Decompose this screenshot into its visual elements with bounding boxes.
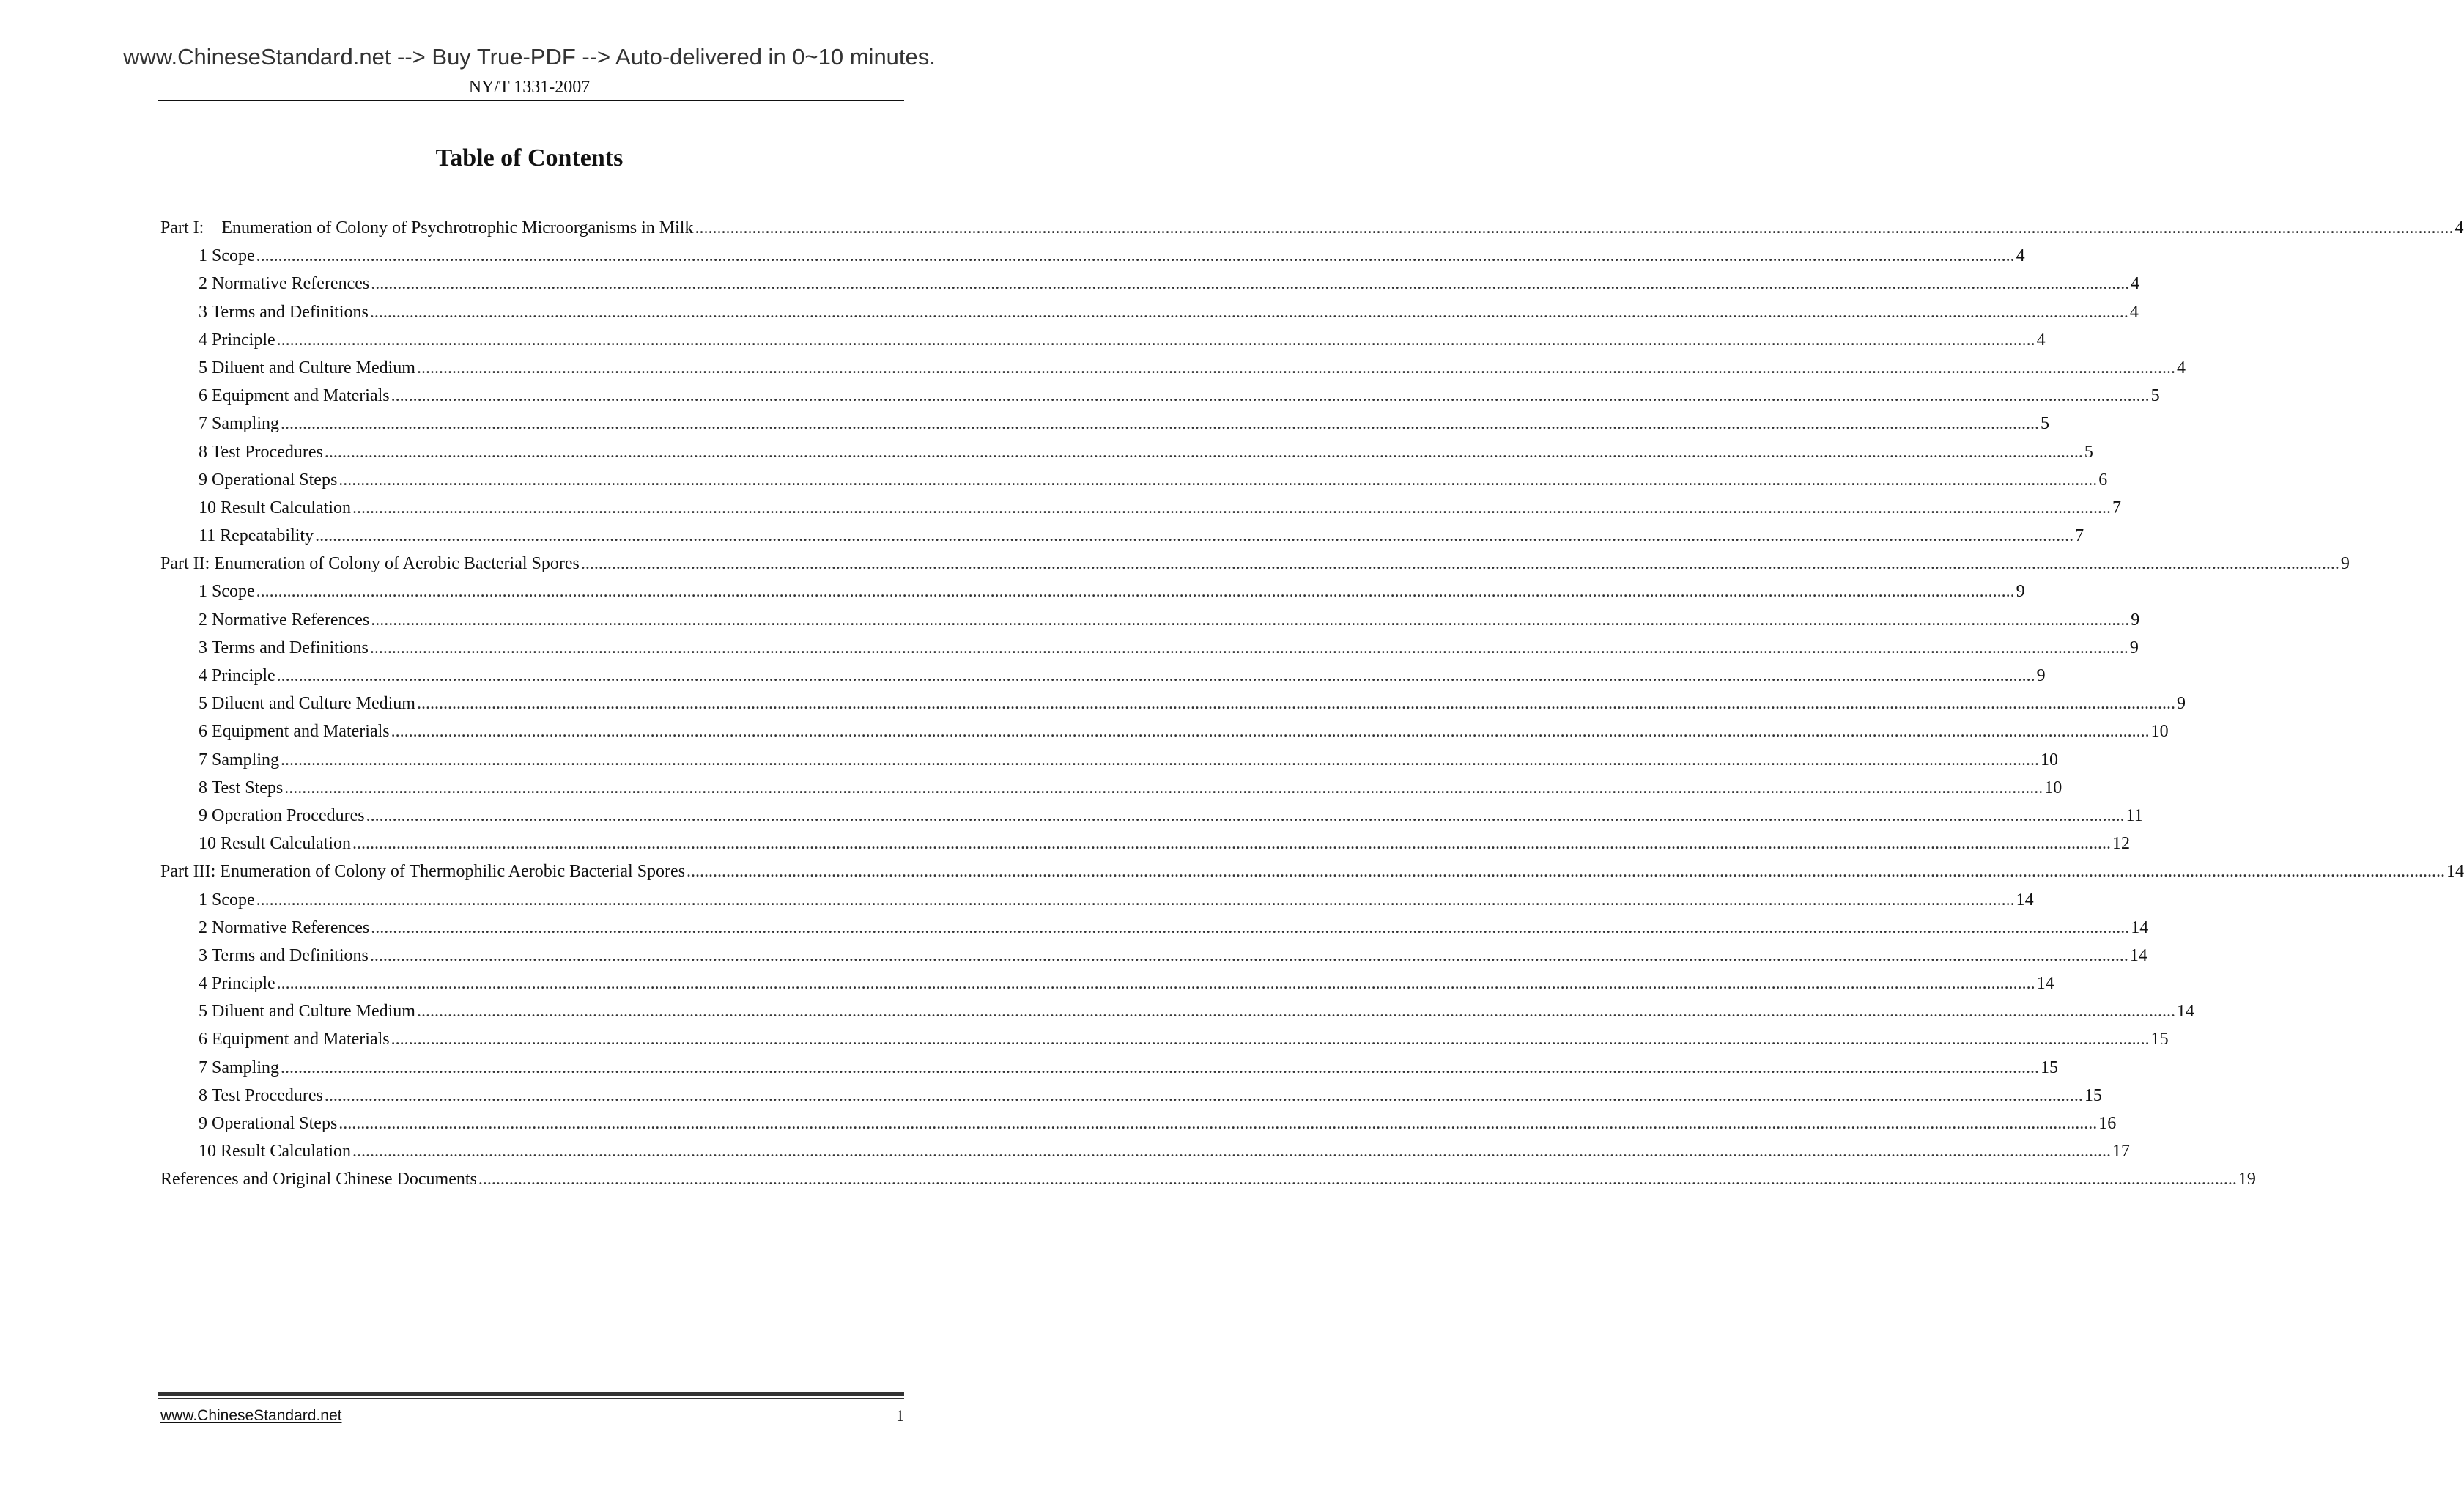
toc-entry-label: 8 Test Procedures [199,442,323,462]
toc-entry-label: 4 Principle [199,666,275,685]
footer-divider-thick [158,1392,904,1396]
toc-entry-label: 4 Principle [199,974,275,994]
toc-leader-dots: ................................................................................................................................................................................................................................................................................................................................................................................................................ [371,610,2130,630]
toc-entry[interactable] [160,522,2084,550]
toc-entry[interactable] [160,298,2139,326]
toc-entry[interactable] [160,1082,2102,1110]
toc-entry-label: 8 Test Procedures [199,1085,323,1105]
header-banner[interactable]: www.ChineseStandard.net --> Buy True-PDF --> Auto-delivered in 0~10 minutes. [123,44,936,70]
toc-entry-label: 8 Test Steps [199,778,284,797]
toc-entry-page: 12 [2112,834,2130,854]
toc-leader-dots: ................................................................................................................................................................................................................................................................................................................................................................................................................ [338,1114,2098,1133]
toc-entry-label: 1 Scope [199,582,255,602]
toc-entry-page: 7 [2112,498,2121,517]
toc-entry-page: 16 [2098,1114,2117,1133]
toc-leader-dots: ................................................................................................................................................................................................................................................................................................................................................................................................................ [281,750,2040,770]
toc-leader-dots: ................................................................................................................................................................................................................................................................................................................................................................................................................ [371,918,2130,937]
toc-entry-label: 1 Scope [199,890,255,910]
toc-entry-page: 10 [2150,722,2169,742]
toc-entry[interactable] [160,1137,2130,1165]
toc-leader-dots: ................................................................................................................................................................................................................................................................................................................................................................................................................ [369,638,2128,657]
toc-entry[interactable] [160,466,2108,494]
toc-entry-page: 14 [2036,974,2054,994]
toc-entry-page: 15 [2084,1085,2102,1105]
toc-entry-label: 5 Diluent and Culture Medium [199,358,415,377]
header-divider [158,100,904,101]
toc-entry-page: 10 [2041,750,2059,770]
toc-entry-label: 9 Operation Procedures [199,805,365,825]
toc-entry-page: 10 [2044,778,2062,797]
toc-entry-page: 4 [2131,274,2140,294]
toc-leader-dots: ................................................................................................................................................................................................................................................................................................................................................................................................................ [580,554,2339,574]
toc-entry-page: 9 [2129,638,2139,657]
toc-entry[interactable] [160,550,2350,578]
toc-leader-dots: ................................................................................................................................................................................................................................................................................................................................................................................................................ [256,582,2015,602]
toc-entry-page: 5 [2041,414,2050,434]
toc-entry[interactable] [160,690,2186,717]
toc-entry-label: 2 Normative References [199,274,370,294]
toc-entry-label: 9 Operational Steps [199,470,338,490]
toc-entry[interactable] [160,857,2464,885]
toc-entry-page: 4 [2454,218,2464,237]
toc-leader-dots: ................................................................................................................................................................................................................................................................................................................................................................................................................ [281,1058,2040,1077]
toc-entry[interactable] [160,774,2062,802]
toc-entry-page: 14 [2446,862,2464,882]
toc-entry-label: 3 Terms and Definitions [199,302,369,322]
toc-entry-label: 9 Operational Steps [199,1114,338,1133]
toc-entry[interactable] [160,1025,2169,1053]
toc-entry[interactable] [160,1054,2059,1082]
toc-entry-label: Part III: Enumeration of Colony of Thermophilic Aerobic Bacterial Spores [160,862,686,882]
toc-entry-label: 3 Terms and Definitions [199,638,369,657]
toc-entry-page: 4 [2016,246,2025,266]
toc-entry-label: 3 Terms and Definitions [199,945,369,965]
toc-entry[interactable] [160,802,2143,830]
toc-entry[interactable] [160,326,2046,354]
toc-entry-page: 17 [2112,1142,2130,1162]
toc-entry[interactable] [160,717,2169,745]
toc-entry-label: 10 Result Calculation [199,498,351,517]
toc-entry-page: 6 [2098,470,2108,490]
toc-entry[interactable] [160,942,2147,970]
toc-entry[interactable] [160,634,2139,662]
toc-entry[interactable] [160,746,2059,774]
toc-entry-page: 15 [2041,1058,2059,1077]
toc-entry-label: Part I: Enumeration of Colony of Psychrotrophic Microorganisms in Milk [160,218,694,237]
footer-divider-thin [158,1398,904,1399]
toc-entry[interactable] [160,970,2054,997]
toc-entry-page: 4 [2036,330,2046,350]
toc-entry-label: 10 Result Calculation [199,834,351,854]
toc-leader-dots: ................................................................................................................................................................................................................................................................................................................................................................................................................ [276,974,2035,994]
toc-leader-dots: ................................................................................................................................................................................................................................................................................................................................................................................................................ [276,330,2035,350]
toc-leader-dots: ................................................................................................................................................................................................................................................................................................................................................................................................................ [416,1002,2175,1022]
toc-entry-page: 14 [2016,890,2034,910]
toc-entry-page: 4 [2129,302,2139,322]
toc-leader-dots: ................................................................................................................................................................................................................................................................................................................................................................................................................ [338,470,2098,490]
toc-leader-dots: ................................................................................................................................................................................................................................................................................................................................................................................................................ [352,834,2111,854]
toc-entry-page: 4 [2176,358,2186,377]
toc-leader-dots: ................................................................................................................................................................................................................................................................................................................................................................................................................ [391,722,2150,742]
page-title: Table of Contents [435,144,624,171]
toc-leader-dots: ................................................................................................................................................................................................................................................................................................................................................................................................................ [256,890,2015,910]
toc-leader-dots: ................................................................................................................................................................................................................................................................................................................................................................................................................ [366,805,2125,825]
toc-entry-label: 7 Sampling [199,414,280,434]
toc-entry-page: 9 [2036,666,2046,685]
toc-leader-dots: ................................................................................................................................................................................................................................................................................................................................................................................................................ [352,1142,2111,1162]
toc-entry-page: 5 [2150,386,2160,406]
toc-entry-page: 9 [2016,582,2025,602]
toc-entry-label: 11 Repeatability [199,526,314,546]
toc-leader-dots: ................................................................................................................................................................................................................................................................................................................................................................................................................ [281,414,2040,434]
toc-entry-label: 2 Normative References [199,610,370,630]
toc-leader-dots: ................................................................................................................................................................................................................................................................................................................................................................................................................ [416,694,2175,714]
toc-leader-dots: ................................................................................................................................................................................................................................................................................................................................................................................................................ [315,526,2074,546]
toc-entry-page: 14 [2129,945,2147,965]
toc-entry-page: 11 [2126,805,2143,825]
toc-entry-page: 7 [2075,526,2084,546]
toc-entry-label: 7 Sampling [199,750,280,770]
toc-leader-dots: ................................................................................................................................................................................................................................................................................................................................................................................................................ [324,1085,2083,1105]
toc-entry[interactable] [160,578,2025,605]
toc-entry[interactable] [160,830,2130,857]
toc-entry-label: Part II: Enumeration of Colony of Aerobic Bacterial Spores [160,554,580,574]
toc-leader-dots: ................................................................................................................................................................................................................................................................................................................................................................................................................ [276,666,2035,685]
toc-leader-dots: ................................................................................................................................................................................................................................................................................................................................................................................................................ [391,386,2150,406]
toc-entry[interactable] [160,242,2025,270]
toc-entry-page: 14 [2176,1002,2194,1022]
toc-entry-label: 10 Result Calculation [199,1142,351,1162]
toc-entry[interactable] [160,1165,2256,1193]
toc-entry-label: 6 Equipment and Materials [199,1030,390,1049]
toc-entry-page: 14 [2131,918,2149,937]
document-number: NY/T 1331-2007 [468,78,591,97]
toc-entry[interactable] [160,410,2050,438]
toc-entry[interactable] [160,382,2160,410]
toc-entry[interactable] [160,886,2034,914]
toc-leader-dots: ................................................................................................................................................................................................................................................................................................................................................................................................................ [416,358,2175,377]
toc-entry-label: References and Original Chinese Documents [160,1170,477,1189]
toc-entry[interactable] [160,914,2149,942]
toc-leader-dots: ................................................................................................................................................................................................................................................................................................................................................................................................................ [352,498,2111,517]
toc-leader-dots: ................................................................................................................................................................................................................................................................................................................................................................................................................ [478,1170,2237,1189]
toc-entry[interactable] [160,997,2194,1025]
toc-entry-label: 5 Diluent and Culture Medium [199,694,415,714]
toc-leader-dots: ................................................................................................................................................................................................................................................................................................................................................................................................................ [391,1030,2150,1049]
table-of-contents [160,214,2464,1194]
toc-entry-page: 9 [2176,694,2186,714]
toc-entry-page: 19 [2238,1170,2256,1189]
footer-page-number: 1 [896,1406,904,1425]
toc-entry[interactable] [160,494,2121,522]
toc-leader-dots: ................................................................................................................................................................................................................................................................................................................................................................................................................ [369,945,2128,965]
toc-leader-dots: ................................................................................................................................................................................................................................................................................................................................................................................................................ [284,778,2043,797]
toc-entry[interactable] [160,606,2140,634]
toc-leader-dots: ................................................................................................................................................................................................................................................................................................................................................................................................................ [324,442,2083,462]
toc-entry-label: 4 Principle [199,330,275,350]
toc-entry-label: 5 Diluent and Culture Medium [199,1002,415,1022]
toc-leader-dots: ................................................................................................................................................................................................................................................................................................................................................................................................................ [369,302,2128,322]
toc-entry[interactable] [160,214,2464,242]
toc-entry[interactable] [160,662,2046,690]
footer-link[interactable]: www.ChineseStandard.net [160,1407,342,1424]
toc-entry-label: 1 Scope [199,246,255,266]
toc-entry-label: 6 Equipment and Materials [199,722,390,742]
toc-entry[interactable] [160,354,2186,382]
toc-leader-dots: ................................................................................................................................................................................................................................................................................................................................................................................................................ [695,218,2454,237]
toc-entry-page: 9 [2131,610,2140,630]
toc-entry-label: 7 Sampling [199,1058,280,1077]
toc-leader-dots: ................................................................................................................................................................................................................................................................................................................................................................................................................ [687,862,2446,882]
toc-entry[interactable] [160,270,2140,298]
toc-leader-dots: ................................................................................................................................................................................................................................................................................................................................................................................................................ [371,274,2130,294]
toc-entry-page: 5 [2084,442,2093,462]
toc-entry[interactable] [160,438,2093,466]
toc-entry-label: 2 Normative References [199,918,370,937]
toc-entry-label: 6 Equipment and Materials [199,386,390,406]
toc-leader-dots: ................................................................................................................................................................................................................................................................................................................................................................................................................ [256,246,2015,266]
toc-entry-page: 15 [2150,1030,2169,1049]
toc-entry[interactable] [160,1110,2117,1137]
toc-entry-page: 9 [2340,554,2350,574]
